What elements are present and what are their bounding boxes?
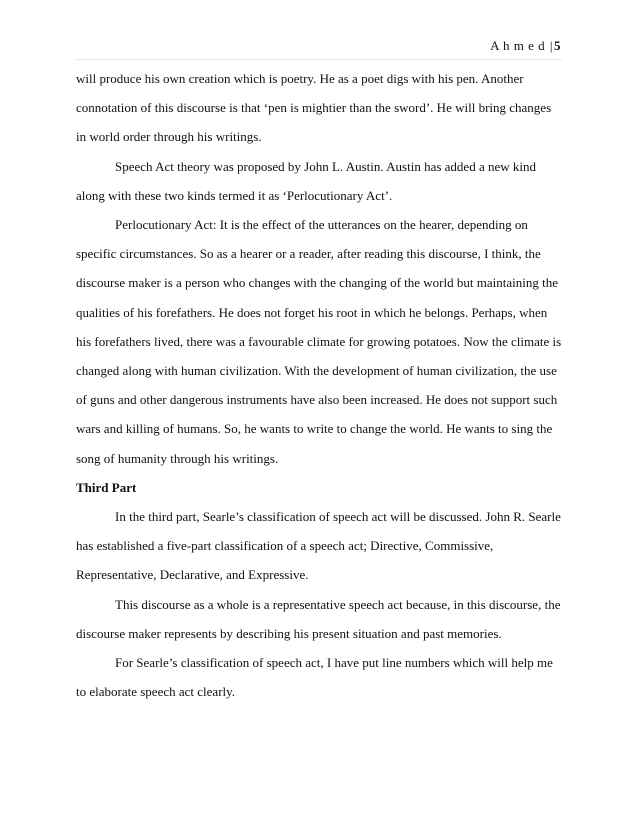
paragraph-continued: will produce his own creation which is poetry. He as a poet digs with his pen. Another connotation of this discourse is that ‘pen is mightier than the sword’. He will bring changes in world order through his writings. bbox=[76, 71, 552, 145]
paragraph-searle: In the third part, Searle’s classification of speech act will be discussed. John R. Searle has established a five-part classification of a speech act; Directive, Commissive, Representative, Declarative, and Expressive. bbox=[76, 509, 561, 583]
header-separator: | bbox=[549, 38, 553, 53]
page-number: 5 bbox=[554, 38, 561, 53]
paragraph-austin: Speech Act theory was proposed by John L. Austin. Austin has added a new kind along with these two kinds termed it as ‘Perlocutionary Act’. bbox=[76, 158, 536, 203]
section-heading: Third Part bbox=[76, 479, 137, 495]
header-author: A h m e d bbox=[490, 38, 546, 53]
document-body bbox=[76, 64, 562, 706]
running-header bbox=[490, 38, 561, 54]
header-divider bbox=[76, 59, 562, 60]
paragraph-perlocutionary: Perlocutionary Act: It is the effect of the utterances on the hearer, depending on specific circumstances. So as a hearer or a reader, after reading this discourse, I think, the discourse maker is a person who changes with the changing of the world but maintaining the qualities of his forefathers. He does not forget his root in which he belongs. Perhaps, when his forefathers lived, there was a favourable climate for growing potatoes. Now the climate is changed along with human civilization. With the development of human civilization, the use of guns and other dangerous instruments have also been increased. He does not support such wars and killing of humans. So, he wants to write to change the world. He wants to sing the song of humanity through his writings. bbox=[76, 217, 562, 466]
paragraph-representative: This discourse as a whole is a representative speech act because, in this discourse, the discourse maker represents by describing his present situation and past memories. bbox=[76, 596, 561, 641]
paragraph-line-numbers: For Searle’s classification of speech act, I have put line numbers which will help me to elaborate speech act clearly. bbox=[76, 655, 553, 700]
